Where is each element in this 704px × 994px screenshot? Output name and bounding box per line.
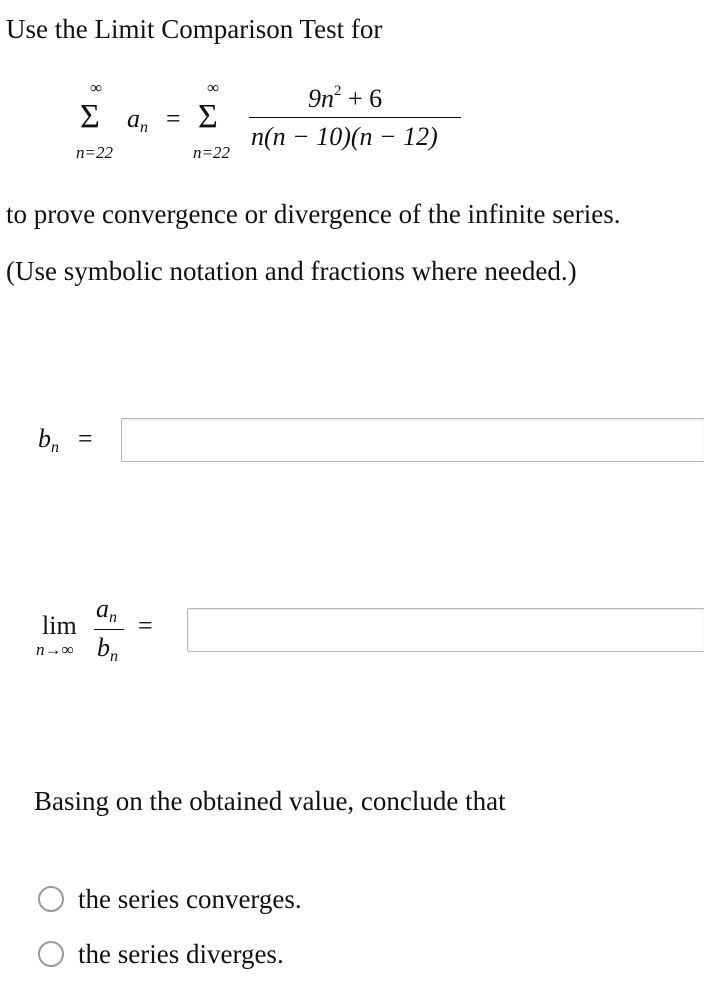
fraction-denominator: n(n − 10)(n − 12) <box>251 122 438 151</box>
prompt-text: to prove convergence or divergence of the infinite series. <box>6 199 621 229</box>
radio-button[interactable] <box>38 941 64 967</box>
bn-answer-box[interactable] <box>121 418 704 462</box>
ratio-numerator: an <box>96 594 117 626</box>
series-term: an <box>127 104 148 136</box>
sum-lower-limit: n=22 <box>76 143 113 162</box>
bn-label: bn <box>38 424 59 456</box>
option-label: the series diverges. <box>78 938 284 969</box>
limit-answer-box[interactable] <box>187 608 704 652</box>
option-diverges[interactable] <box>38 937 284 971</box>
equals-sign: = <box>166 104 181 133</box>
ratio-bar <box>94 629 124 630</box>
bn-input[interactable] <box>122 419 704 461</box>
fraction-bar <box>249 117 461 118</box>
limit-input[interactable] <box>188 609 704 651</box>
sigma-symbol: Σ <box>80 98 100 135</box>
fraction-numerator: $9n^2 + 6$ <box>308 83 383 113</box>
lim-label: lim <box>42 611 77 640</box>
ratio-denominator: bn <box>97 633 118 665</box>
sum-upper-limit: ∞ <box>90 78 103 97</box>
sum-lower-limit: n=22 <box>193 143 230 162</box>
limit-equals: = <box>138 611 153 640</box>
sum-upper-limit: ∞ <box>207 78 220 97</box>
bn-equals: = <box>78 424 93 453</box>
intro-text: Use the Limit Comparison Test for <box>6 14 383 44</box>
lim-subscript: n→∞ <box>36 640 74 659</box>
option-converges[interactable] <box>38 882 302 916</box>
radio-button[interactable] <box>38 886 64 912</box>
conclusion-prompt: Basing on the obtained value, conclude that <box>34 786 506 816</box>
sigma-symbol: Σ <box>198 98 218 135</box>
instruction-text: (Use symbolic notation and fractions where needed.) <box>6 256 577 286</box>
option-label: the series converges. <box>78 883 302 914</box>
